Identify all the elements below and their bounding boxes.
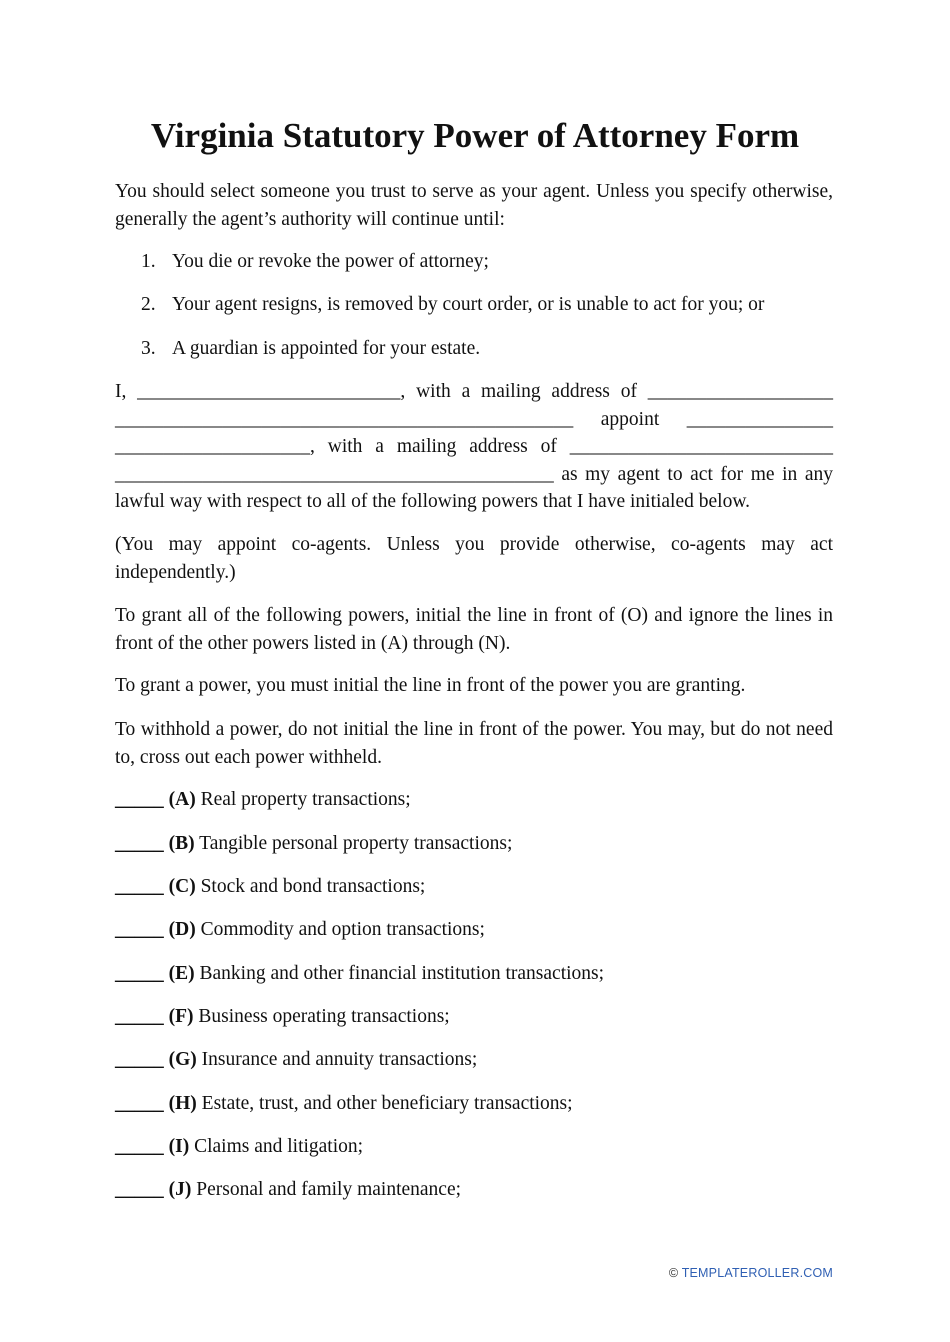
power-text: Personal and family maintenance; — [196, 1179, 462, 1200]
power-letter: (G) — [168, 1049, 197, 1070]
power-text: Stock and bond transactions; — [200, 876, 426, 897]
power-item-c — [115, 873, 425, 901]
intro-paragraph: You should select someone you trust to serve as your agent. Unless you specify otherwise, generally the agent’s authority will continue until: — [115, 181, 833, 230]
power-item-b — [115, 830, 512, 858]
appointment-line-2: _______________________________________________ appoint _______________ — [115, 409, 833, 430]
initial-blank: _____ — [115, 1049, 164, 1070]
grant-instruction: To grant a power, you must initial the line in front of the power you are granting. — [115, 675, 746, 696]
power-letter: (E) — [168, 963, 195, 984]
initial-blank: _____ — [115, 876, 164, 897]
power-letter: (D) — [168, 919, 196, 940]
power-text: Estate, trust, and other beneficiary transactions; — [201, 1093, 573, 1114]
condition-number: 2. — [141, 294, 156, 315]
power-text: Business operating transactions; — [198, 1006, 450, 1027]
power-letter: (F) — [168, 1006, 194, 1027]
condition-item-2 — [141, 291, 764, 319]
power-item-h — [115, 1090, 573, 1118]
coagents-note: (You may appoint co-agents. Unless you provide otherwise, co-agents may act independently.) — [115, 534, 833, 583]
initial-blank: _____ — [115, 789, 164, 810]
grant-all-instruction: To grant all of the following powers, initial the line in front of (O) and ignore the lines in front of the other powers listed in (A) through (N). — [115, 605, 833, 654]
initial-blank: _____ — [115, 833, 164, 854]
initial-blank: _____ — [115, 1093, 164, 1114]
power-item-i — [115, 1133, 363, 1161]
power-item-g — [115, 1046, 477, 1074]
power-text: Banking and other financial institution transactions; — [199, 963, 605, 984]
appointment-line-3: ____________________, with a mailing address of ___________________________ — [115, 436, 833, 457]
power-item-j — [115, 1176, 461, 1204]
power-text: Tangible personal property transactions; — [199, 833, 513, 854]
power-text: Real property transactions; — [200, 789, 411, 810]
initial-blank: _____ — [115, 1006, 164, 1027]
power-letter: (A) — [168, 789, 196, 810]
appointment-line-1: I, ___________________________, with a mailing address of ___________________ — [115, 381, 833, 402]
power-text: Commodity and option transactions; — [200, 919, 485, 940]
power-item-e — [115, 960, 604, 988]
power-item-a — [115, 786, 411, 814]
power-text: Claims and litigation; — [194, 1136, 364, 1157]
initial-blank: _____ — [115, 919, 164, 940]
withhold-instruction: To withhold a power, do not initial the line in front of the power. You may, but do not need to, cross out each power withheld. — [115, 719, 833, 768]
initial-blank: _____ — [115, 1136, 164, 1157]
condition-text: A guardian is appointed for your estate. — [172, 338, 481, 359]
power-letter: (C) — [168, 876, 196, 897]
power-letter: (B) — [168, 833, 195, 854]
condition-item-3 — [141, 335, 480, 363]
power-letter: (J) — [168, 1179, 192, 1200]
power-item-d — [115, 916, 485, 944]
power-text: Insurance and annuity transactions; — [201, 1049, 478, 1070]
appointment-line-4: _____________________________________________ as my agent to act for me in any — [115, 464, 833, 485]
initial-blank: _____ — [115, 1179, 164, 1200]
power-letter: (H) — [168, 1093, 197, 1114]
footer-credit — [669, 1266, 833, 1280]
copyright-symbol: © — [668, 1266, 679, 1280]
appointment-line-5: lawful way with respect to all of the following powers that I have initialed below. — [115, 491, 751, 512]
footer-site-link[interactable]: TEMPLATEROLLER.COM — [681, 1266, 833, 1280]
condition-number: 1. — [141, 251, 156, 272]
condition-text: Your agent resigns, is removed by court order, or is unable to act for you; or — [172, 294, 765, 315]
condition-text: You die or revoke the power of attorney; — [172, 251, 489, 272]
initial-blank: _____ — [115, 963, 164, 984]
condition-number: 3. — [141, 338, 156, 359]
power-letter: (I) — [168, 1136, 190, 1157]
page-title: Virginia Statutory Power of Attorney Form — [150, 116, 800, 155]
power-item-f — [115, 1003, 450, 1031]
condition-item-1 — [141, 248, 489, 276]
